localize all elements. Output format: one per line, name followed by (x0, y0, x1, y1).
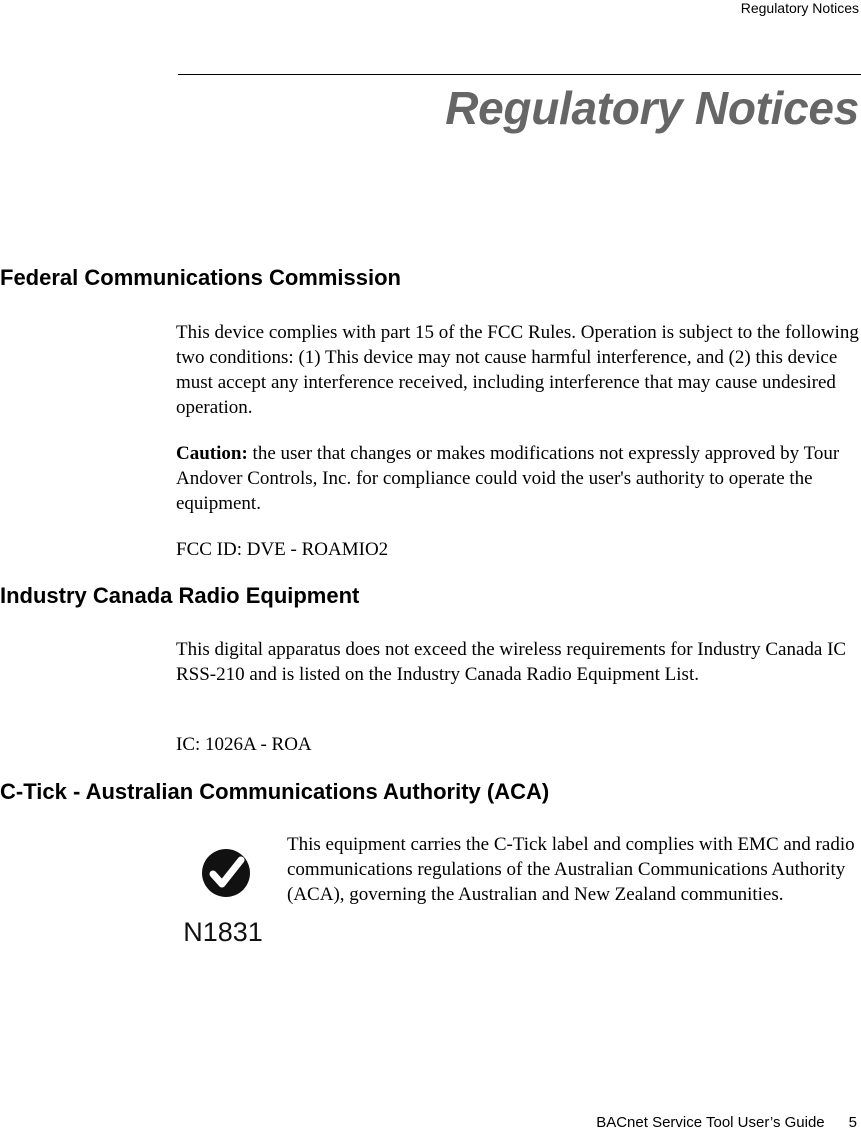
caution-label: Caution: (176, 443, 248, 464)
ctick-code: N1831 (183, 917, 263, 946)
footer (596, 1114, 857, 1132)
ic-id: IC: 1026A - ROA (176, 734, 312, 755)
ctick-circle (202, 849, 250, 897)
running-header: Regulatory Notices (740, 0, 859, 16)
fcc-caution-paragraph (176, 441, 860, 516)
fcc-id: FCC ID: DVE - ROAMIO2 (176, 539, 389, 560)
footer-guide-title: BACnet Service Tool User’s Guide (596, 1114, 825, 1131)
fcc-heading: Federal Communications Commission (0, 265, 401, 290)
caution-text: the user that changes or makes modifications not expressly approved by Tour Andover Controls, Inc. for compliance could void the user's authority to operate the equipment. (176, 443, 840, 514)
page-number: 5 (848, 1114, 857, 1131)
ctick-logo (180, 846, 266, 946)
industry-canada-paragraph: This digital apparatus does not exceed the wireless requirements for Industry Canada IC RSS-210 and is listed on the Industry Canada Radio Equipment List. (176, 639, 847, 685)
page-title: Regulatory Notices (445, 82, 859, 134)
industry-canada-heading: Industry Canada Radio Equipment (0, 583, 360, 608)
fcc-paragraph: This device complies with part 15 of the FCC Rules. Operation is subject to the following two conditions: (1) This device may not cause harmful interference, and (2) this device must accept any interference received, including interference that may cause undesired operation. (176, 322, 859, 418)
title-rule (178, 74, 861, 75)
ctick-heading: C-Tick - Australian Communications Authority (ACA) (0, 779, 550, 804)
ctick-paragraph: This equipment carries the C-Tick label and complies with EMC and radio communications regulations of the Australian Communications Authority (ACA), governing the Australian and New Zealand communities. (287, 834, 855, 905)
